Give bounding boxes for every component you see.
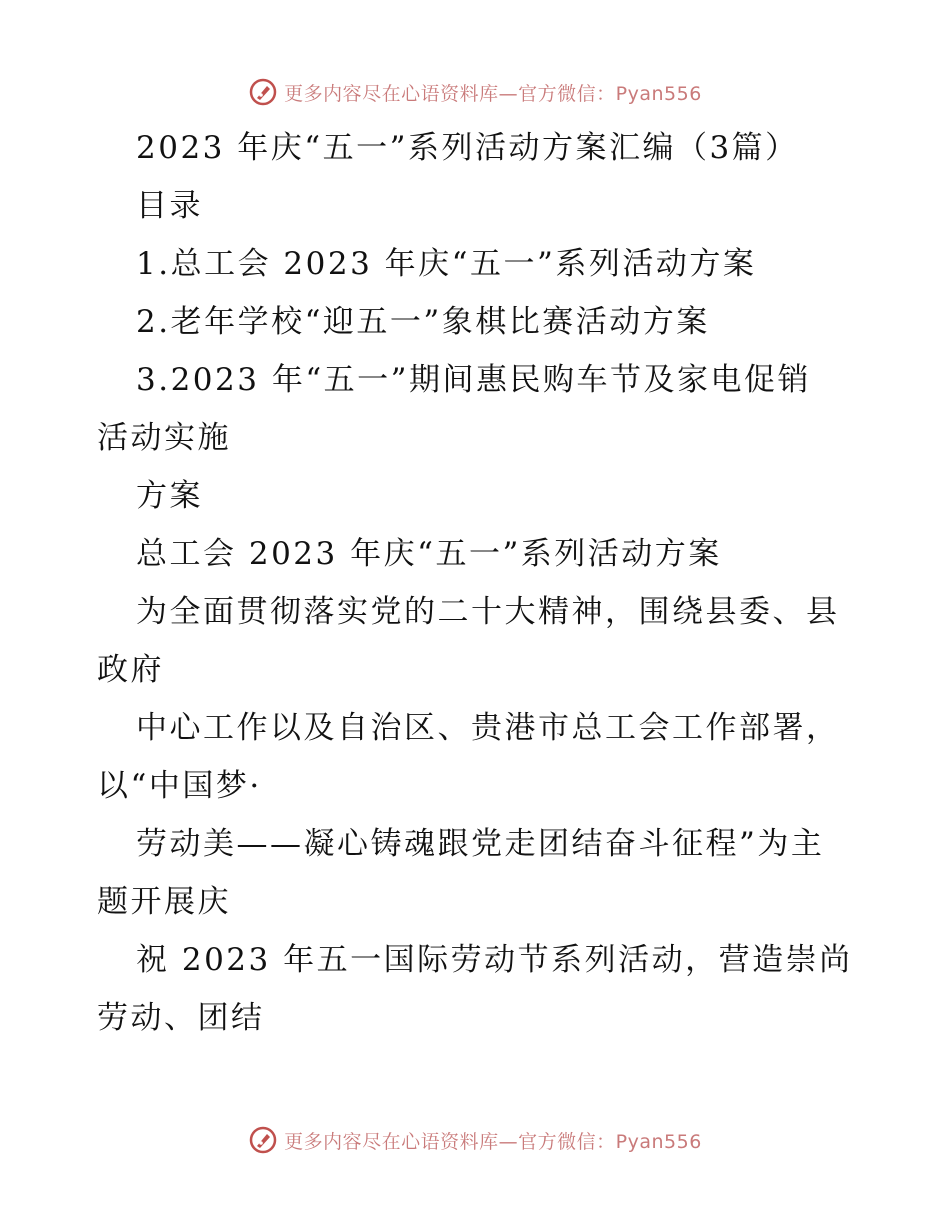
pen-nib-logo-icon bbox=[248, 77, 278, 107]
pen-nib-logo-icon bbox=[248, 1125, 278, 1155]
toc-item-1: 1.总工会 2023 年庆“五一”系列活动方案 bbox=[136, 246, 757, 282]
paragraph-line: 劳动、团结 bbox=[97, 1000, 265, 1036]
toc-item-3-continued: 活动实施 bbox=[97, 420, 231, 456]
paragraph-line: 题开展庆 bbox=[97, 884, 231, 920]
paragraph-line: 以“中国梦· bbox=[97, 768, 262, 804]
document-title: 2023 年庆“五一”系列活动方案汇编（3篇） bbox=[136, 130, 799, 166]
paragraph-line: 政府 bbox=[97, 652, 164, 688]
section-heading: 总工会 2023 年庆“五一”系列活动方案 bbox=[136, 536, 722, 572]
toc-item-3: 3.2023 年“五一”期间惠民购车节及家电促销 bbox=[136, 362, 812, 398]
paragraph-line: 为全面贯彻落实党的二十大精神，围绕县委、县 bbox=[136, 594, 840, 630]
toc-item-3-continued-2: 方案 bbox=[136, 478, 203, 514]
footer-watermark bbox=[0, 1120, 950, 1160]
watermark-text: 更多内容尽在心语资料库—官方微信：Pyan556 bbox=[284, 82, 702, 105]
toc-heading: 目录 bbox=[136, 188, 203, 224]
toc-item-2: 2.老年学校“迎五一”象棋比赛活动方案 bbox=[136, 304, 710, 340]
watermark-text: 更多内容尽在心语资料库—官方微信：Pyan556 bbox=[284, 1130, 702, 1153]
paragraph-line: 祝 2023 年五一国际劳动节系列活动，营造崇尚 bbox=[136, 942, 853, 978]
paragraph-line: 中心工作以及自治区、贵港市总工会工作部署， bbox=[136, 710, 840, 746]
header-watermark bbox=[0, 72, 950, 112]
paragraph-line: 劳动美——凝心铸魂跟党走团结奋斗征程”为主 bbox=[136, 826, 825, 862]
